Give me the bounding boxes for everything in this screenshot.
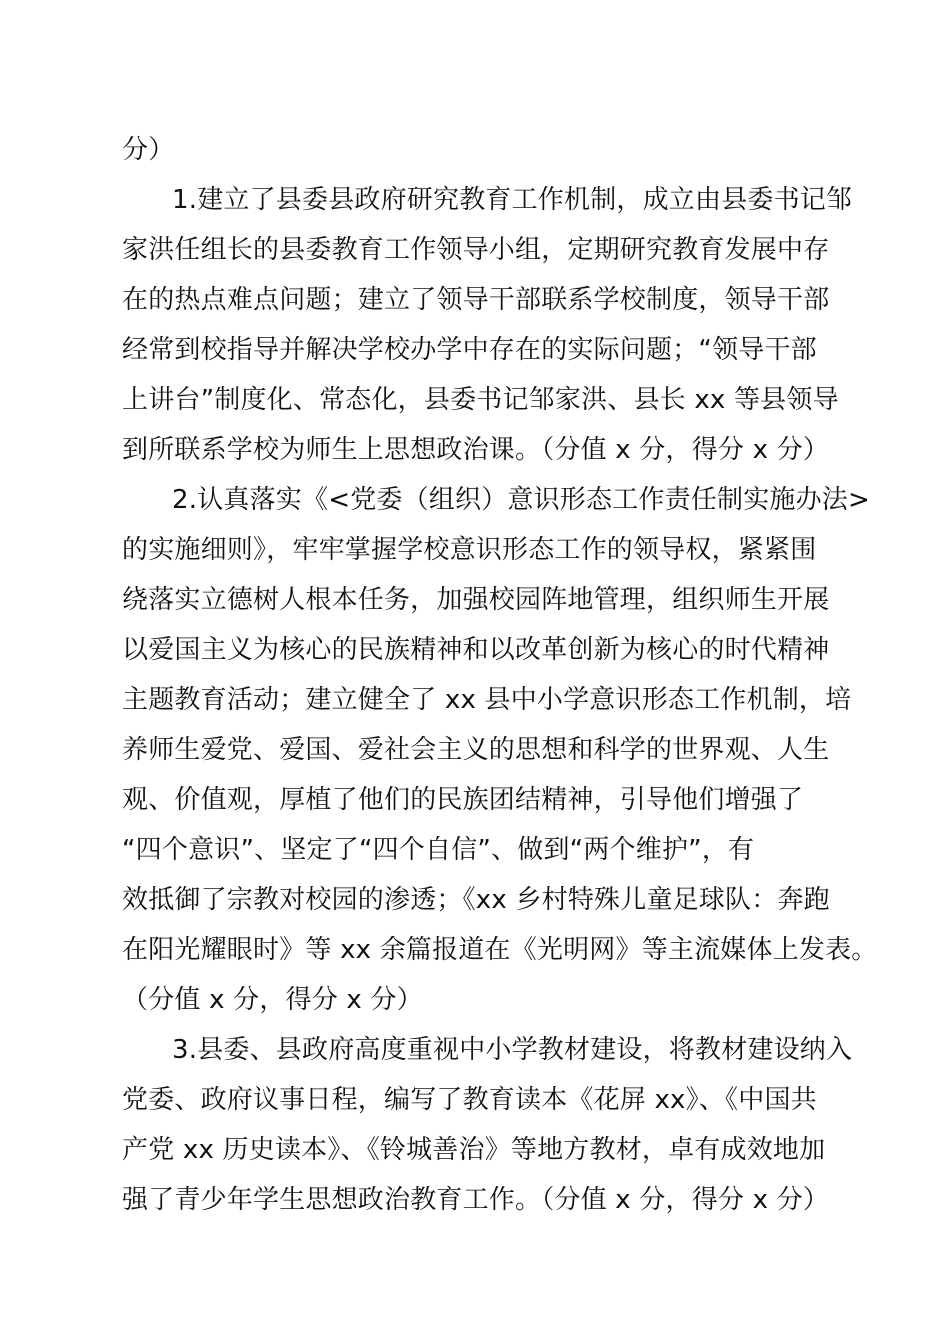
text-line: 在的热点难点问题；建立了领导干部联系学校制度，领导干部 [122,285,830,315]
paragraph-3-first-line: 3.县委、县政府高度重视中小学教材建设，将教材建设纳入 [172,1035,853,1065]
text-line: 的实施细则》，牢牢掌握学校意识形态工作的领导权，紧紧围 [122,535,817,565]
text-line: 到所联系学校为师生上思想政治课。（分值 x 分，得分 x 分） [122,435,830,465]
text-line: 观、价值观，厚植了他们的民族团结精神，引导他们增强了 [122,785,804,815]
text-line: 主题教育活动；建立健全了 xx 县中小学意识形态工作机制，培 [122,685,852,715]
text-line: “四个意识”、坚定了“四个自信”、做到“两个维护”，有 [122,835,755,865]
text-line: 经常到校指导并解决学校办学中存在的实际问题；“领导干部 [122,335,817,365]
text-line: 在阳光耀眼时》等 xx 余篇报道在《光明网》等主流媒体上发表。 [122,935,878,965]
text-line: 效抵御了宗教对校园的渗透；《xx 乡村特殊儿童足球队：奔跑 [122,885,830,915]
text-line: 绕落实立德树人根本任务，加强校园阵地管理，组织师生开展 [122,585,830,615]
text-line: 上讲台”制度化、常态化，县委书记邹家洪、县长 xx 等县领导 [122,385,839,415]
paragraph-1-first-line: 1.建立了县委县政府研究教育工作机制，成立由县委书记邹 [172,185,853,215]
text-line: 党委、政府议事日程，编写了教育读本《花屏 xx》、《中国共 [122,1085,817,1115]
text-line: 家洪任组长的县委教育工作领导小组，定期研究教育发展中存 [122,235,830,265]
text-line: 以爱国主义为核心的民族精神和以改革创新为核心的时代精神 [122,635,830,665]
text-line: 强了青少年学生思想政治教育工作。（分值 x 分，得分 x 分） [122,1185,830,1215]
text-line: 养师生爱党、爱国、爱社会主义的思想和科学的世界观、人生 [122,735,830,765]
text-line: 产党 xx 历史读本》、《铃城善治》等地方教材，卓有成效地加 [122,1135,826,1165]
paragraph-2-first-line: 2.认真落实《<党委（组织）意识形态工作责任制实施办法> [172,485,870,515]
text-line: （分值 x 分，得分 x 分） [122,985,423,1015]
text-line: 分） [122,135,175,165]
